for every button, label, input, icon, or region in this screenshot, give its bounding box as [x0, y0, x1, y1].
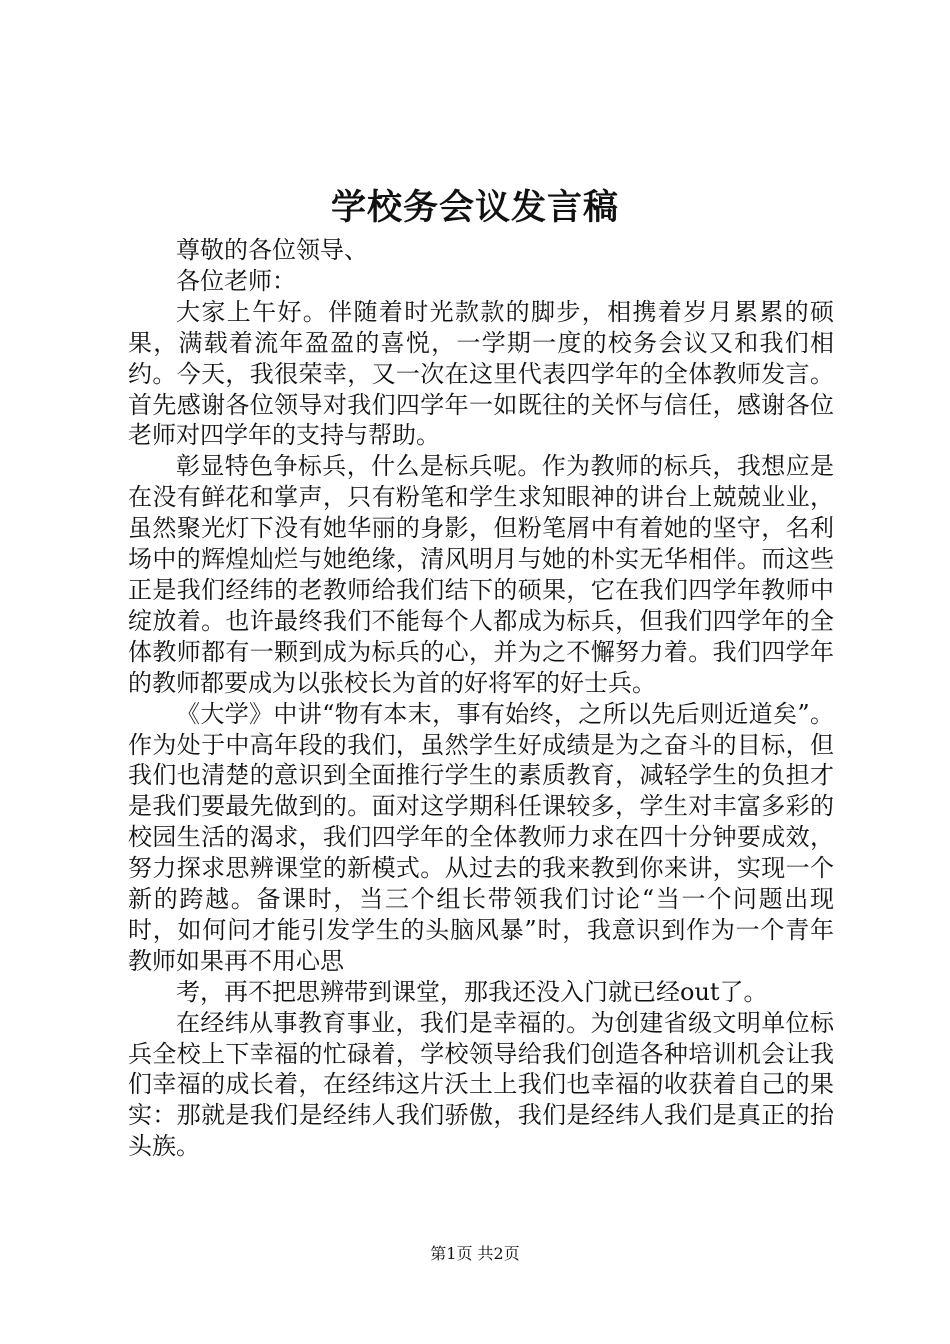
paragraph-daxue-quote: 《大学》中讲“物有本末，事有始终，之所以先后则近道矣”。作为处于中高年段的我们，虽然学生好成绩是为之奋斗的目标，但我们也清楚的意识到全面推行学生的素质教育，减轻学生的负担才是我们要最先做到的。面对这学期科任课较多，学生对丰富多彩的校园生活的渴求，我们四学年的全体教师力求在四十分钟要成效，努力探求思辨课堂的新模式。从过去的我来教到你来讲，实现一个新的跨越。备课时，当三个组长带领我们讨论“当一个问题出现时，如何问才能引发学生的头脑风暴”时，我意识到作为一个青年教师如果再不用心思 — [128, 699, 834, 975]
paragraph-happiness: 在经纬从事教育事业，我们是幸福的。为创建省级文明单位标兵全校上下幸福的忙碌着，学校领导给我们创造各种培训机会让我们幸福的成长着，在经纬这片沃土上我们也幸福的收获着自己的果实：那就是我们是经纬人我们骄傲，我们是经纬人我们是真正的抬头族。 — [128, 1008, 834, 1161]
page-number-footer: 第1页 共2页 — [430, 1244, 520, 1263]
salutation-line-1: 尊敬的各位领导、 — [176, 236, 368, 264]
paragraph-model-teacher: 彰显特色争标兵，什么是标兵呢。作为教师的标兵，我想应是在没有鲜花和掌声，只有粉笔和学生求知眼神的讲台上兢兢业业，虽然聚光灯下没有她华丽的身影，但粉笔屑中有着她的坚守，名利场中的辉煌灿烂与她绝缘，清风明月与她的朴实无华相伴。而这些正是我们经纬的老教师给我们结下的硕果，它在我们四学年教师中绽放着。也许最终我们不能每个人都成为标兵，但我们四学年的全体教师都有一颗到成为标兵的心，并为之不懈努力着。我们四学年的教师都要成为以张校长为首的好将军的好士兵。 — [128, 452, 834, 697]
paragraph-continuation: 考，再不把思辨带到课堂，那我还没入门就已经out了。 — [176, 977, 768, 1006]
document-title: 学校务会议发言稿 — [330, 187, 619, 228]
salutation-line-2: 各位老师： — [176, 266, 296, 295]
paragraph-greeting: 大家上午好。伴随着时光款款的脚步，相携着岁月累累的硕果，满载着流年盈盈的喜悦，一学期一度的校务会议又和我们相约。今天，我很荣幸，又一次在这里代表四学年的全体教师发言。首先感谢各位领导对我们四学年一如既往的关怀与信任，感谢各位老师对四学年的支持与帮助。 — [128, 297, 834, 450]
document-body — [128, 235, 834, 1162]
